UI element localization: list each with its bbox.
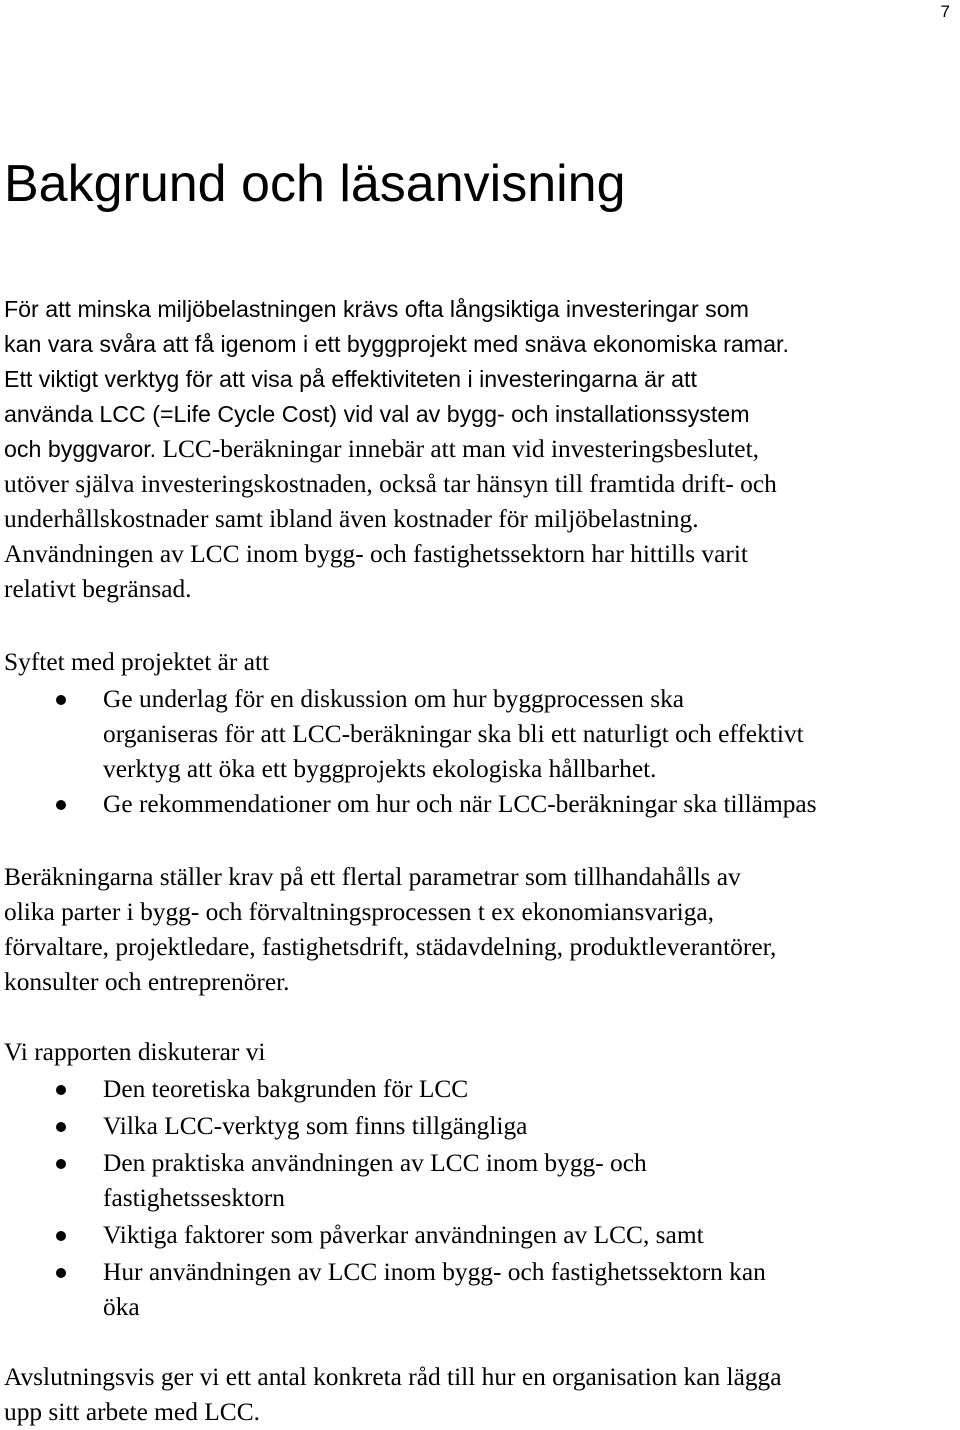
list-item-line: Den teoretiska bakgrunden för LCC [103, 1075, 469, 1103]
paragraph-line: relativt begränsad. [4, 575, 192, 603]
purpose-list [4, 682, 944, 822]
paragraph-line: Ett viktigt verktyg för att visa på effektiviteten i investeringarna är att [4, 366, 697, 392]
list-item-line: verktyg att öka ett byggprojekts ekologiska hållbarhet. [103, 755, 657, 783]
list-item-line: Ge underlag för en diskussion om hur byggprocessen ska [103, 685, 685, 713]
list-item [4, 1072, 944, 1107]
bullet-icon [56, 1122, 66, 1132]
list-item-line: organiseras för att LCC-beräkningar ska bli ett naturligt och effektivt [103, 720, 804, 748]
paragraph-line: Användningen av LCC inom bygg- och fastighetssektorn har hittills varit [4, 540, 748, 568]
conclusion-paragraph [4, 1360, 944, 1430]
list-item [4, 1218, 944, 1253]
parties-paragraph [4, 860, 944, 1000]
paragraph-line [4, 432, 944, 467]
bullet-icon [56, 695, 66, 705]
list-item-line: Viktiga faktorer som påverkar användningen av LCC, samt [103, 1221, 704, 1249]
list-item [4, 1109, 944, 1144]
paragraph-line: konsulter och entreprenörer. [4, 968, 290, 996]
list-item-line: Den praktiska användningen av LCC inom bygg- och [103, 1149, 647, 1177]
bullet-icon [56, 1231, 66, 1241]
paragraph-line: upp sitt arbete med LCC. [4, 1398, 260, 1426]
paragraph-line: underhållskostnader samt ibland även kostnader för miljöbelastning. [4, 505, 699, 533]
page-title: Bakgrund och läsanvisning [4, 155, 626, 213]
list-item-line: Hur användningen av LCC inom bygg- och fastighetssektorn kan [103, 1258, 766, 1286]
bullet-icon [56, 1268, 66, 1278]
purpose-heading [4, 645, 944, 680]
paragraph-line: Beräkningarna ställer krav på ett flertal parametrar som tillhandahålls av [4, 863, 741, 891]
list-item [4, 1146, 944, 1216]
list-item-line: Vilka LCC-verktyg som finns tillgängliga [103, 1112, 528, 1140]
list-item-line: fastighetssesktorn [103, 1184, 285, 1212]
paragraph-fragment: LCC-beräkningar innebär att man vid investeringsbeslutet, [156, 435, 759, 463]
paragraph-line: olika parter i bygg- och förvaltningsprocessen t ex ekonomiansvariga, [4, 898, 715, 926]
bullet-icon [56, 1159, 66, 1169]
intro-paragraph [4, 292, 944, 607]
paragraph-line: utöver själva investeringskostnaden, också tar hänsyn till framtida drift- och [4, 470, 777, 498]
paragraph-line: För att minska miljöbelastningen krävs ofta långsiktiga investeringar som [4, 296, 749, 322]
report-heading [4, 1035, 944, 1070]
list-item [4, 682, 944, 787]
paragraph-line: Syftet med projektet är att [4, 648, 270, 676]
paragraph-line: använda LCC (=Life Cycle Cost) vid val av bygg- och installationssystem [4, 401, 750, 427]
page-number: 7 [940, 2, 950, 21]
paragraph-line: Avslutningsvis ger vi ett antal konkreta råd till hur en organisation kan lägga [4, 1363, 782, 1391]
list-item-line: öka [103, 1293, 140, 1321]
paragraph-fragment: och byggvaror. [4, 436, 157, 462]
list-item [4, 1255, 944, 1325]
bullet-icon [56, 800, 66, 810]
list-item-line: Ge rekommendationer om hur och när LCC-beräkningar ska tillämpas [103, 790, 817, 818]
bullet-icon [56, 1085, 66, 1095]
paragraph-line: förvaltare, projektledare, fastighetsdrift, städavdelning, produktleverantörer, [4, 933, 777, 961]
paragraph-line: kan vara svåra att få igenom i ett byggprojekt med snäva ekonomiska ramar. [4, 331, 789, 357]
paragraph-line: Vi rapporten diskuterar vi [4, 1038, 266, 1066]
report-list [4, 1072, 944, 1327]
list-item [4, 787, 944, 822]
